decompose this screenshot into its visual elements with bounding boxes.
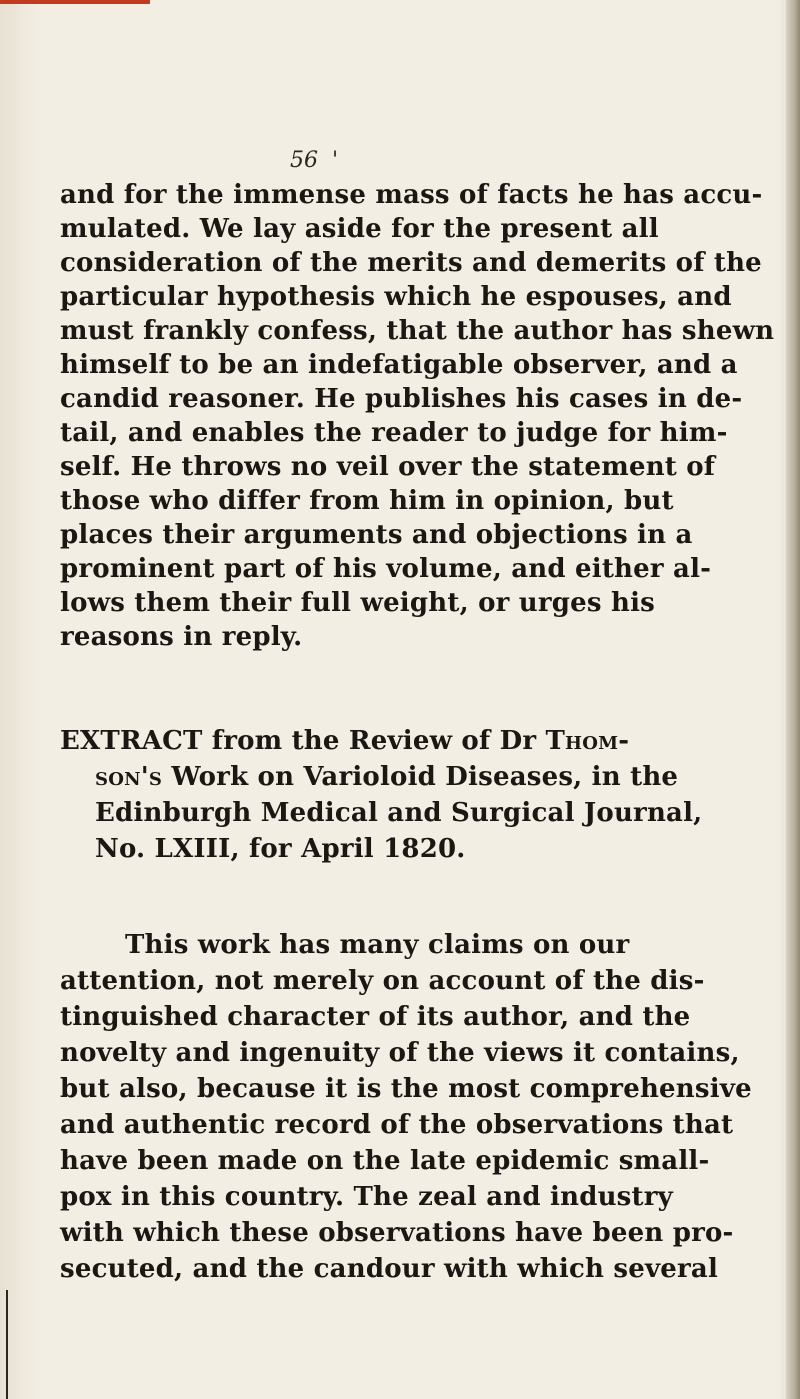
text-line: and for the immense mass of facts he has accu- [60, 180, 763, 210]
text-line: but also, because it is the most comprehensive [60, 1074, 752, 1104]
top-edge-mark [0, 0, 150, 4]
text-line: attention, not merely on account of the dis- [60, 966, 705, 996]
text-line: prominent part of his volume, and either al- [60, 554, 712, 584]
text-line: consideration of the merits and demerits of the [60, 248, 762, 278]
heading-author-name: Thom- [545, 726, 630, 756]
text-line: This work has many claims on our [125, 930, 630, 960]
text-line: secuted, and the candour with which several [60, 1254, 719, 1284]
heading-work-title: Work on Varioloid Diseases, in the [162, 762, 679, 792]
heading-line-1 [60, 726, 629, 756]
page-number-value: 56 [290, 148, 318, 173]
heading-line-4: No. LXIII, for April 1820. [95, 834, 466, 864]
text-line: himself to be an indefatigable observer, and a [60, 350, 738, 380]
text-line: self. He throws no veil over the statement of [60, 452, 716, 482]
text-line: lows them their full weight, or urges his [60, 588, 656, 618]
text-line: tail, and enables the reader to judge for him- [60, 418, 728, 448]
text-line: pox in this country. The zeal and industry [60, 1182, 673, 1212]
text-line: particular hypothesis which he espouses, and [60, 282, 732, 312]
text-line: tinguished character of its author, and the [60, 1002, 691, 1032]
text-line: places their arguments and objections in a [60, 520, 693, 550]
page-left-edge-line [6, 1290, 8, 1399]
heading-line-3: Edinburgh Medical and Surgical Journal, [95, 798, 703, 828]
text-line: mulated. We lay aside for the present all [60, 214, 659, 244]
page-binding-edge [786, 0, 800, 1399]
page-number-mark: ' [332, 148, 339, 173]
text-line: candid reasoner. He publishes his cases in de- [60, 384, 743, 414]
text-line: and authentic record of the observations that [60, 1110, 734, 1140]
page-number [290, 148, 338, 173]
text-line: reasons in reply. [60, 622, 303, 652]
heading-author-name-end: son's [95, 762, 163, 792]
text-line: novelty and ingenuity of the views it contains, [60, 1038, 740, 1068]
text-line: those who differ from him in opinion, but [60, 486, 674, 516]
heading-line-2 [95, 762, 678, 792]
text-line: have been made on the late epidemic small- [60, 1146, 710, 1176]
heading-prefix: EXTRACT from the Review of Dr [60, 726, 546, 756]
text-line: must frankly confess, that the author has shewn [60, 316, 775, 346]
text-line: with which these observations have been pro- [60, 1218, 734, 1248]
